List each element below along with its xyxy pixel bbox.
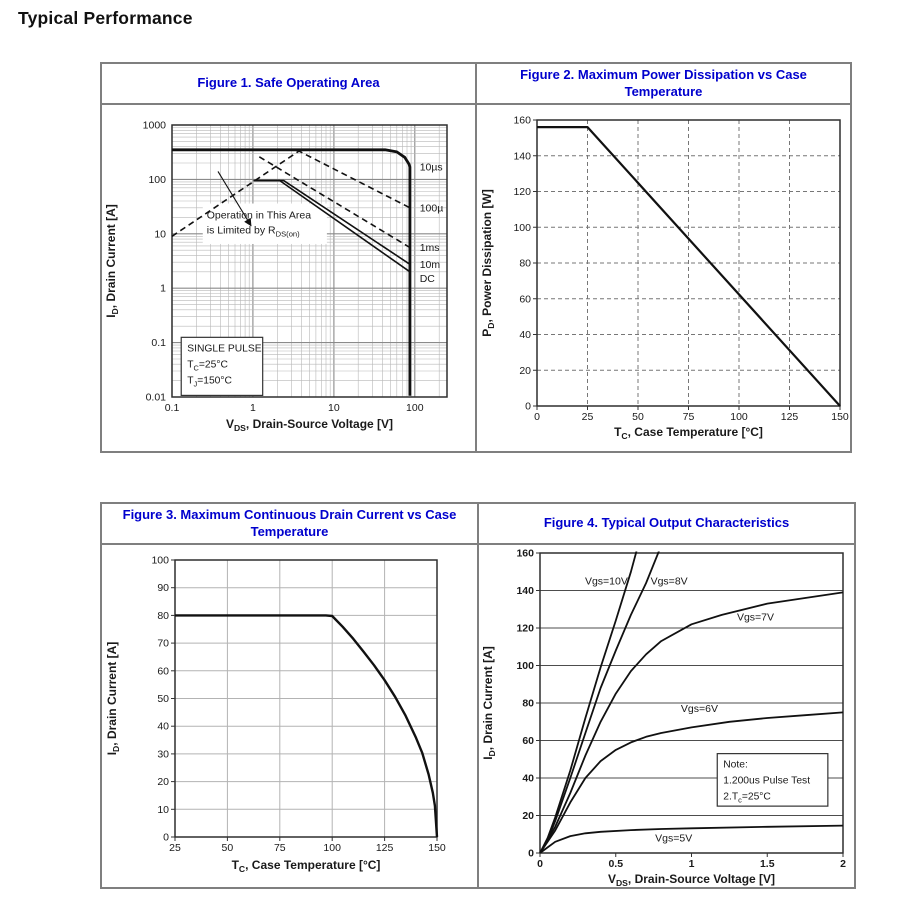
svg-text:25: 25 [169, 842, 181, 854]
svg-text:Vgs=7V: Vgs=7V [736, 611, 775, 624]
svg-text:VDS, Drain-Source Voltage [V]: $V_{DS}$, Drain-Source Voltage [V] [607, 872, 776, 887]
svg-text:0: 0 [163, 831, 169, 844]
svg-text:60: 60 [522, 735, 534, 747]
svg-text:140: 140 [516, 585, 534, 597]
svg-text:Note:: Note: [723, 759, 748, 771]
svg-text:20: 20 [522, 810, 534, 822]
svg-text:20: 20 [157, 776, 169, 789]
svg-text:Vgs=10V: Vgs=10V [584, 575, 628, 588]
svg-text:ID, Drain Current [A]: $I_D$, Drain Current [A] [104, 204, 120, 318]
figure1-cell [102, 105, 477, 451]
svg-text:125: 125 [780, 411, 799, 423]
svg-text:0: 0 [534, 411, 540, 423]
svg-text:100: 100 [406, 402, 424, 414]
svg-text:100: 100 [148, 173, 166, 186]
svg-text:100µ: 100µ [419, 202, 444, 215]
svg-text:PD, Power Dissipation [W]: $P_D$, Power Dissipation [W] [480, 189, 496, 337]
svg-text:10: 10 [154, 228, 166, 241]
svg-text:1.200us Pulse Test: 1.200us Pulse Test [723, 775, 811, 787]
svg-text:150: 150 [428, 842, 446, 854]
svg-text:0: 0 [537, 858, 543, 870]
figure1-soa-chart [102, 105, 475, 451]
figure2-title: Figure 2. Maximum Power Dissipation vs Case Temperature [477, 64, 850, 105]
svg-text:Vgs=8V: Vgs=8V [650, 575, 688, 588]
svg-text:75: 75 [682, 411, 695, 423]
svg-text:0.1: 0.1 [151, 337, 166, 350]
svg-text:ID, Drain Current [A]: $I_D$, Drain Current [A] [481, 646, 497, 760]
svg-text:90: 90 [157, 582, 169, 595]
svg-text:1: 1 [688, 858, 695, 870]
svg-text:1: 1 [160, 282, 166, 295]
svg-text:160: 160 [513, 114, 531, 127]
svg-text:20: 20 [519, 364, 531, 377]
svg-text:1.5: 1.5 [759, 858, 775, 870]
figure4-cell [479, 545, 854, 887]
figure1-title: Figure 1. Safe Operating Area [102, 64, 477, 105]
svg-text:40: 40 [519, 329, 531, 341]
svg-text:50: 50 [632, 411, 644, 423]
svg-text:80: 80 [157, 609, 169, 622]
svg-text:10m: 10m [419, 258, 441, 271]
svg-text:Operation in This Area: Operation in This Area [206, 209, 312, 222]
svg-text:SINGLE PULSE: SINGLE PULSE [187, 343, 262, 355]
svg-text:40: 40 [522, 772, 534, 785]
figure3-cell [102, 545, 479, 887]
svg-text:60: 60 [519, 293, 531, 306]
figure4-title: Figure 4. Typical Output Characteristics [479, 504, 854, 545]
svg-text:10µs: 10µs [419, 161, 443, 174]
figure4-output-characteristics-chart [479, 545, 854, 887]
svg-text:1: 1 [250, 402, 256, 414]
svg-text:DC: DC [419, 273, 435, 286]
svg-text:80: 80 [522, 697, 534, 710]
svg-text:Vgs=6V: Vgs=6V [680, 703, 718, 716]
svg-text:75: 75 [273, 842, 286, 854]
svg-text:0.1: 0.1 [164, 402, 180, 414]
svg-text:10: 10 [328, 402, 340, 414]
svg-text:50: 50 [221, 842, 234, 854]
svg-text:2: 2 [840, 858, 846, 870]
svg-text:120: 120 [513, 186, 531, 198]
svg-text:TJ=150°C: $T_J=150^\circ C$ [187, 375, 232, 389]
svg-text:TC, Case Temperature [°C]: $T_C$, Case Temperature [°C] [614, 425, 763, 441]
svg-text:VDS, Drain-Source Voltage [V]: $V_{DS}$, Drain-Source Voltage [V] [225, 417, 394, 433]
svg-text:100: 100 [516, 660, 534, 672]
svg-text:0: 0 [525, 400, 531, 413]
svg-text:150: 150 [831, 411, 849, 423]
svg-text:140: 140 [513, 150, 531, 163]
svg-text:125: 125 [375, 842, 394, 854]
figure-table-bottom [100, 502, 856, 889]
figure-table-top [100, 62, 852, 453]
svg-text:2.Tc=25°C: $2.T_c=25^\circ C$ [723, 791, 771, 805]
svg-text:70: 70 [157, 637, 169, 650]
figure3-title: Figure 3. Maximum Continuous Drain Current vs Case Temperature [102, 504, 479, 545]
svg-text:25: 25 [581, 411, 594, 423]
svg-text:80: 80 [519, 257, 531, 270]
svg-text:50: 50 [157, 693, 169, 705]
page-heading: Typical Performance [18, 8, 193, 28]
figure2-power-dissipation-chart [477, 105, 850, 451]
svg-text:1ms: 1ms [419, 241, 440, 254]
svg-text:60: 60 [157, 665, 169, 678]
svg-text:100: 100 [323, 842, 341, 854]
svg-text:TC, Case Temperature [°C]: $T_C$, Case Temperature [°C] [231, 858, 381, 874]
svg-text:100: 100 [151, 554, 169, 567]
svg-text:160: 160 [516, 547, 534, 560]
svg-text:TC=25°C: $T_C=25^\circ C$ [187, 359, 228, 373]
svg-text:10: 10 [157, 803, 169, 816]
svg-text:Vgs=5V: Vgs=5V [655, 832, 693, 845]
svg-text:100: 100 [513, 221, 531, 234]
svg-text:30: 30 [157, 748, 169, 761]
figure2-cell [477, 105, 850, 451]
svg-text:ID, Drain Current [A]: $I_D$, Drain Current [A] [105, 641, 121, 756]
svg-text:1000: 1000 [142, 119, 166, 132]
figure3-drain-current-chart [102, 545, 477, 887]
svg-text:is Limited by RDS(on): is Limited by $R_{DS(on)}$ [206, 224, 300, 239]
svg-text:0: 0 [528, 847, 534, 860]
svg-text:0.01: 0.01 [145, 391, 166, 404]
svg-text:120: 120 [516, 622, 534, 635]
svg-text:40: 40 [157, 720, 169, 733]
svg-text:100: 100 [730, 411, 748, 423]
svg-text:0.5: 0.5 [608, 858, 624, 870]
